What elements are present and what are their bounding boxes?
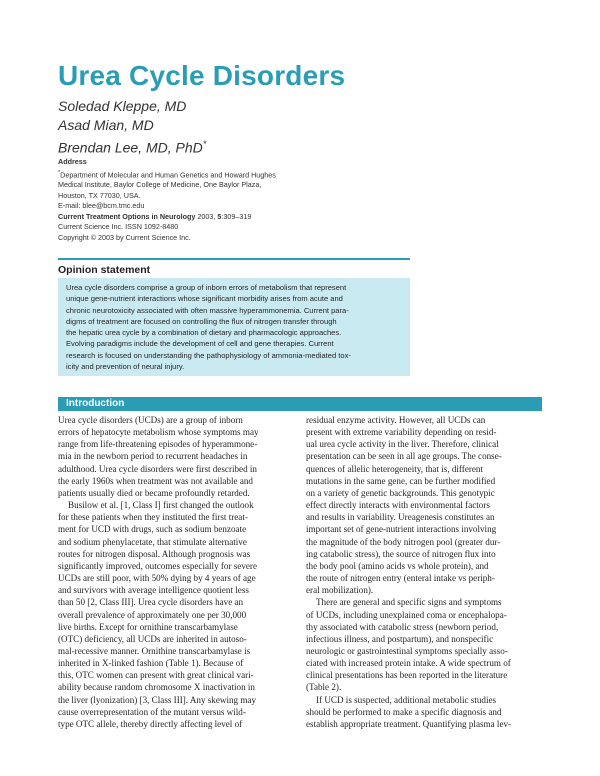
- body-text-line: neurologic or gastrointestinal symptoms specially asso-: [306, 645, 508, 656]
- author-name: Asad Mian, MD: [58, 117, 154, 133]
- opinion-line: chronic neurotoxicity associated with often massive hyperammonemia. Current para-: [66, 305, 349, 315]
- body-text-line: than 50 [2, Class III]. Urea cycle disorders have an: [58, 597, 244, 608]
- article-metadata: [58, 157, 358, 243]
- body-text-line: on a variety of genetic backgrounds. This genotypic: [306, 487, 495, 498]
- body-text-line: mal-recessive manner. Ornithine transcarbamylase is: [58, 645, 251, 656]
- author-name: Soledad Kleppe, MD: [58, 98, 187, 114]
- opinion-statement-box: [58, 278, 410, 376]
- body-text-line: and survivors with average intelligence quotient less: [58, 585, 249, 596]
- copyright-line: Copyright © 2003 by Current Science Inc.: [58, 232, 191, 242]
- body-text-line: cause overrepresentation of the mutant versus wild-: [58, 706, 246, 717]
- body-text-line: presentation can be seen in all age groups. The conse-: [306, 451, 502, 462]
- body-text-line: range from life-threatening episodes of hyperammone-: [58, 439, 258, 450]
- body-text-line: residual enzyme activity. However, all UCDs can: [306, 415, 486, 425]
- body-text-line: thy associated with catabolic stress (newborn period,: [306, 621, 499, 632]
- body-text-line: UCDs are still poor, with 50% dying by 4 years of age: [58, 573, 256, 584]
- publisher-line: Current Science Inc. ISSN 1092-8480: [58, 222, 179, 232]
- body-text-line: effect directly interacts with environmental factors: [306, 500, 490, 511]
- address-label: Address: [58, 157, 87, 166]
- body-text-line: significantly improved, outcomes especially for severe: [58, 560, 257, 571]
- body-text-line: Busilow et al. [1, Class I] first changed the outlook: [68, 500, 254, 511]
- body-text-line: inherited in X-linked fashion (Table 1). Because of: [58, 658, 244, 669]
- body-text-line: the route of nitrogen entry (enteral intake vs periph-: [306, 573, 495, 584]
- opinion-line: digms of treatment are focused on controlling the flux of nitrogen transfer through: [66, 316, 337, 326]
- body-text-line: mia in the newborn period to recurrent headaches in: [58, 451, 248, 462]
- body-text-line: adulthood. Urea cycle disorders were first described in: [58, 463, 257, 474]
- body-text-line: (Table 2).: [306, 682, 342, 693]
- introduction-heading: Introduction: [58, 397, 542, 411]
- body-text-line: quences of allelic heterogeneity, that is, different: [306, 463, 484, 474]
- body-text-line: this, OTC women can present with great clinical vari-: [58, 670, 254, 681]
- body-text-line: the magnitude of the body nitrogen pool (greater dur-: [306, 536, 501, 547]
- body-text-line: errors of hepatocyte metabolism whose symptoms may: [58, 427, 259, 438]
- body-text-line: ual urea cycle activity in the liver. Therefore, clinical: [306, 439, 499, 450]
- body-text-line: type OTC allele, thereby directly affecting level of: [58, 718, 243, 729]
- opinion-line: Urea cycle disorders comprise a group of inborn errors of metabolism that represent: [66, 283, 347, 292]
- body-text-line: the early 1960s when treatment was not available and: [58, 475, 253, 486]
- body-text-line: of UCDs, including unexplained coma or encephalopa-: [306, 609, 507, 620]
- article-title: Urea Cycle Disorders: [58, 60, 346, 91]
- opinion-line: research is focused on understanding the pathophysiology of ammonia-mediated tox-: [66, 350, 351, 360]
- journal-citation: Current Treatment Options in Neurology 2003, 5:309–319: [58, 211, 252, 221]
- body-column-left: [58, 414, 292, 730]
- opinion-line: Evolving paradigms include the development of cell and gene therapies. Current: [66, 339, 334, 349]
- body-text-line: important set of gene-nutrient interactions involving: [306, 524, 497, 535]
- body-text-line: eral mobilization).: [306, 585, 374, 596]
- address-line: *Department of Molecular and Human Genetics and Howard Hughes: [58, 169, 276, 179]
- body-text-line: ciated with increased protein intake. A wide spectrum of: [306, 658, 511, 669]
- body-text-line: establish appropriate treatment. Quantifying plasma lev-: [306, 718, 512, 729]
- body-text-line: routes for nitrogen disposal. Although prognosis was: [58, 548, 251, 559]
- body-text-line: and sodium phenylacetate, that stimulate alternative: [58, 536, 247, 547]
- body-text-line: infectious illness, and postpartum), and nonspecific: [306, 633, 494, 644]
- address-line: Houston, TX 77030, USA.: [58, 190, 141, 200]
- body-column-right: [306, 414, 540, 730]
- opinion-line: unique gene-nutrient interactions whose significant morbidity arises from acute and: [66, 294, 343, 304]
- body-text-line: the body pool (amino acids vs whole protein), and: [306, 560, 489, 571]
- opinion-heading: Opinion statement: [58, 258, 410, 276]
- body-text-line: There are general and specific signs and symptoms: [316, 597, 502, 608]
- body-text-line: for these patients when they instituted the first treat-: [58, 512, 248, 523]
- body-text-line: overall prevalence of approximately one per 30,000: [58, 609, 247, 620]
- body-text-line: If UCD is suspected, additional metabolic studies: [316, 694, 497, 705]
- body-text-line: ing catabolic stress), the source of nitrogen flux into: [306, 548, 496, 559]
- body-text-line: (OTC) deficiency, all UCDs are inherited in autoso-: [58, 633, 247, 644]
- body-text-line: ment for UCD with drugs, such as sodium benzoate: [58, 524, 247, 535]
- corresponding-author-mark: *: [202, 139, 207, 149]
- body-text-line: should be performed to make a specific diagnosis and: [306, 706, 502, 717]
- opinion-line: icity and prevention of neural injury.: [66, 362, 185, 372]
- opinion-line: the hepatic urea cycle by a combination of dietary and pharmacologic approaches.: [66, 328, 342, 338]
- body-text-line: clinical presentations has been reported in the literature: [306, 670, 508, 681]
- body-text-line: ability because random chromosome X inactivation in: [58, 682, 255, 693]
- body-text-line: Urea cycle disorders (UCDs) are a group of inborn: [58, 415, 243, 425]
- email-line[interactable]: E-mail: blee@bcm.tmc.edu: [58, 201, 145, 211]
- address-line: Medical Institute, Baylor College of Medicine, One Baylor Plaza,: [58, 180, 262, 190]
- body-text-line: and results in variability. Ureagenesis constitutes an: [306, 512, 495, 523]
- author-list: [58, 97, 206, 158]
- body-text-line: present with extreme variability depending on resid-: [306, 427, 497, 438]
- body-text-line: patients usually died or became profoundly retarded.: [58, 487, 250, 498]
- author-name: Brendan Lee, MD, PhD*: [58, 139, 207, 156]
- body-text-line: the liver (lyonization) [3, Class III]. Any skewing may: [58, 694, 256, 705]
- body-text-line: live births. Except for ornithine transcarbamylase: [58, 621, 238, 632]
- body-text-line: mutations in the same gene, can be further modified: [306, 475, 496, 486]
